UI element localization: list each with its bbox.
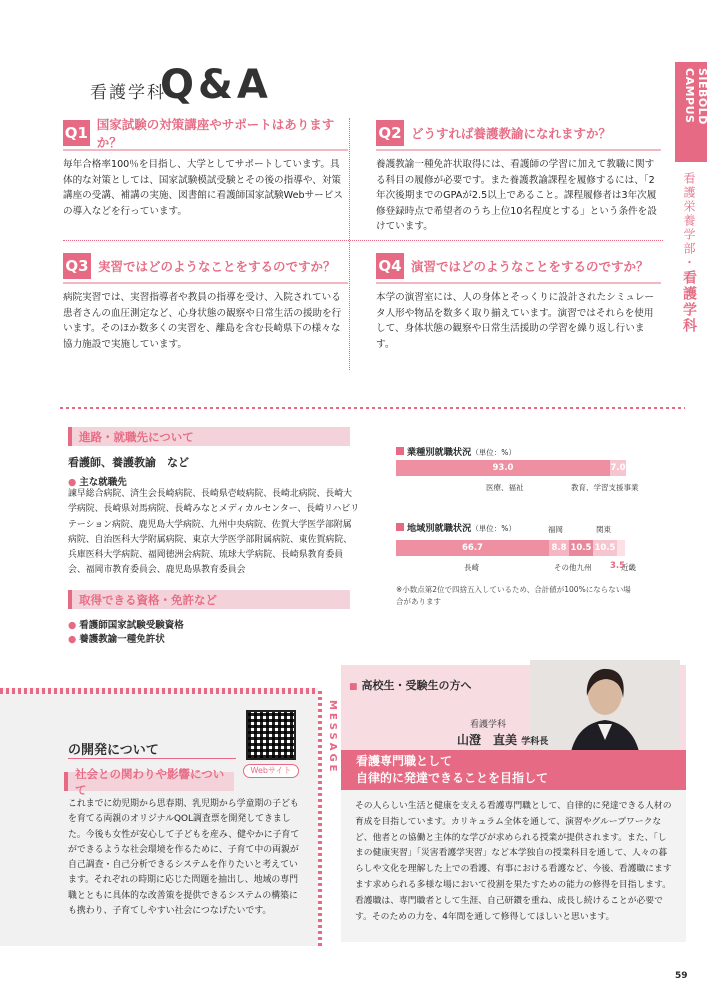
chart-footnote: ※小数点第2位で四捨五入しているため、合計値が100%にならない場合があります [396, 585, 631, 606]
q-rule [376, 149, 661, 151]
question-text: 実習ではどのようなことをするのですか？ [98, 259, 336, 274]
answer-text: 養護教諭一種免許状取得には、看護師の学習に加えて教職に関する科目の履修が必要です。また養護教諭課程を履修するには、「2年次後期までのGPAが2.5以上であること。課程履修者は3年次履修登録時点で希望者のうち上位10名程度とする」という条件を設けています。 [376, 159, 657, 232]
research-title: の開発について [68, 743, 159, 758]
qualification-item: ● 看護師国家試験受験資格 [68, 617, 184, 631]
message-vertical-label: MESSAGE [327, 700, 338, 775]
research-box-border-side [318, 688, 322, 946]
bar-category-label: その他九州 [554, 563, 592, 572]
question-text: 国家試験の対策講座やサポートはありますか？ [96, 117, 335, 150]
bar-segment-2: 7.0 [610, 460, 626, 476]
careers-heading: 進路・就職先について [68, 427, 350, 446]
message-audience: ■ 高校生・受験生の方へ [349, 677, 472, 693]
side-dept-label [679, 172, 699, 334]
side-dept-major: 看護学科 [681, 270, 697, 334]
research-subheading: 社会との関わりや影響について [64, 772, 234, 791]
portrait-photo [530, 660, 680, 756]
chart-unit: （単位：%） [471, 524, 516, 533]
bar-segment-3: 10.5 [569, 540, 593, 556]
page-number: 59 [675, 971, 688, 981]
message-headline-1: 看護専門職として [356, 754, 453, 768]
chart-unit: （単位：%） [471, 448, 516, 457]
message-role: 学科長 [521, 737, 549, 747]
qa-item-2 [376, 120, 661, 235]
message-body: その人らしい生活と健康を支える看護専門職として、自律的に発達できる人材の育成を目指しています。カリキュラム全体を通して、演習やグループワークなど、他者との協働と主体的な学びが求められる授業が提供されます。また、「しまの健康実習」「災害看護学実習」など本学独自の授業科目を通して、人々の暮らしや文化を理解した上での看護、有事における看護など、今後、看護職にますます求められる多様な場において役割を果たすための能力の修得を目指します。看護職は、専門職者として生涯、自己研鑽を重ね、成長し続けることが必要です。そのための力を、4年間を通して修得してほしいと思います。 [355, 801, 672, 922]
q-rule [63, 282, 348, 284]
bar-segment-4: 10.5 [593, 540, 617, 556]
bar-segment-1: 66.7 [396, 540, 549, 556]
research-body: これまでに幼児期から思春期、乳児期から学童期の子どもを育てる両親のオリジナルQOL調査票を開発してきました。今後も女性が安心して子どもを産み、健やかに子育てができるような社会環境を作るために、子育て中の両親が自己調査・自己分析できるシステムを作りたいと考えています。それぞれの時期に応じた問題を抽出し、地域の専門職とともに具体的な改善策を提供できるシステムの構築にも携わり、子育てしやすい社会につなげたいです。 [68, 799, 300, 917]
q-number: Q2 [376, 120, 404, 146]
answer-text: 毎年合格率100％を目指し、大学としてサポートしています。具体的な対策としては、国家試験模試受験とその後の指導や、対策講座の受講、補講の実施、図書館に看護師国家試験Webサービスの導入などを行っています。 [63, 159, 343, 217]
qa-divider-horizontal [63, 240, 663, 241]
qualifications-heading: 取得できる資格・免許など [68, 590, 350, 609]
bar-segment-5 [617, 540, 625, 556]
message-name-text: 山澄 直美 [457, 733, 518, 747]
qa-item-1 [63, 117, 348, 219]
industry-bar-chart [396, 460, 639, 500]
bar-category-label: 福岡 [548, 525, 563, 534]
qualification-item: ● 養護教諭一種免許状 [68, 631, 165, 645]
q-number: Q1 [63, 120, 90, 146]
website-button[interactable]: Webサイト [243, 764, 299, 778]
person-icon [530, 660, 680, 756]
question-text: 演習ではどのようなことをするのですか？ [411, 259, 649, 274]
research-box-border [0, 688, 318, 694]
chart-title-text: 地域別就職状況 [407, 523, 472, 534]
chart-title-text: 業種別就職状況 [407, 447, 472, 458]
message-name [457, 731, 548, 748]
page-title: Q&A [160, 62, 272, 108]
bar-category-label: 教育、学習支援事業 [571, 483, 639, 492]
careers-subtitle: 看護師、養護教諭 など [68, 456, 189, 469]
section-divider [60, 407, 685, 409]
q-rule [376, 282, 661, 284]
message-headline [356, 753, 548, 787]
q-number: Q4 [376, 253, 404, 279]
employers-label: ● 主な就職先 [68, 474, 127, 488]
bar-category-label: 関東 [596, 525, 611, 534]
chart-industry-title [396, 444, 516, 458]
answer-text: 本学の演習室には、人の身体とそっくりに設計されたシミュレータ人形や物品を数多く取り揃えています。演習ではそれらを使用して、身体状態の観察や日常生活援助の学習を繰り返し行います。 [376, 292, 655, 350]
qa-item-4 [376, 253, 661, 352]
page-title-dept: 看護学科 [90, 83, 166, 103]
q-number: Q3 [63, 253, 91, 279]
qa-divider-vertical [349, 118, 350, 370]
campus-tab [675, 62, 707, 162]
campus-tab-label: SIEBOLD CAMPUS [683, 68, 709, 125]
message-headline-2: 自律的に発達できることを目指して [356, 771, 549, 785]
bar-category-label: 近畿 [621, 563, 636, 572]
research-title-rule [68, 758, 236, 759]
region-bar-chart [396, 520, 646, 575]
bar-category-label: 長崎 [464, 563, 479, 572]
answer-text: 病院実習では、実習指導者や教員の指導を受け、入院されている患者さんの血圧測定など、心身状態の観察や日常生活の援助を行います。そのほか数多くの実習を、離島を含む長崎県下の様々な協力施設で実施しています。 [63, 292, 342, 350]
message-dept: 看護学科 [470, 720, 507, 730]
qa-item-3 [63, 253, 348, 352]
bar-segment-1: 93.0 [396, 460, 610, 476]
qr-code[interactable] [246, 710, 296, 760]
side-dept-faculty: 看護栄養学部・ [682, 172, 696, 270]
employers-list: 諫早総合病院、済生会長崎病院、長崎県壱岐病院、長崎北病院、長崎大学病院、長崎県対馬病院、長崎みなとメディカルセンター、長崎リハビリテーション病院、鹿児島大学病院、九州中央病院、佐賀大学医学部附属病院、自治医科大学附属病院、東京大学医学部附属病院、東佐賀病院、兵庫医科大学病院、福岡徳洲会病院、琉球大学病院、長崎県教育委員会、福岡市教育委員会、鹿児島県教育委員会 [68, 489, 360, 576]
bar-value-label-outside: 3.5 [610, 561, 626, 571]
question-text: どうすれば養護教諭になれますか？ [411, 126, 612, 141]
square-icon [396, 447, 404, 455]
bar-category-label: 医療、福祉 [486, 483, 524, 492]
bar-segment-2: 8.8 [549, 540, 569, 556]
